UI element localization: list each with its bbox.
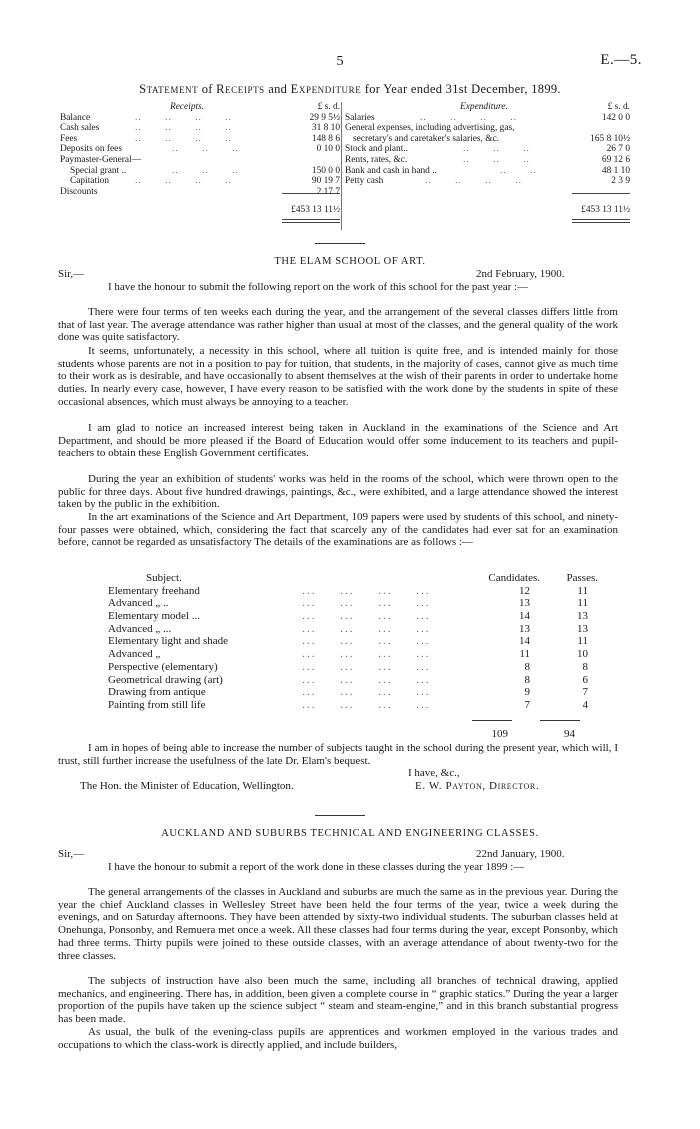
auckland-salutation: Sir,— (58, 848, 85, 860)
exam-header-subject: Subject. (146, 572, 182, 584)
exam-passes: 13 (577, 610, 588, 623)
auckland-paragraph-pupils: As usual, the bulk of the evening-class pupils are apprentices and workmen employed in the various trades and occupations to which the class-work is directly applied, and include builders, (58, 1026, 618, 1051)
expenditure-row (345, 144, 630, 155)
exam-subject: Geometrical drawing (art) (108, 673, 223, 686)
exam-row (108, 686, 628, 699)
expenditure-total-double-rule (572, 219, 630, 223)
elam-paragraph-results: In the art examinations of the Science and Art Department, 109 papers were used by students of this school, and ninety-four passes were obtained, which, considering the fact that scarcely any of the candidates had ever sat for an examination before, cannot be regarded as unsatisfactory The details of the examinations are as follows :— (58, 511, 618, 549)
receipt-row (60, 176, 340, 187)
receipt-amount: 0 10 0 (316, 144, 340, 155)
exam-candidates: 9 (524, 686, 530, 699)
elam-paragraph-exhibition: During the year an exhibition of students' works was held in the rooms of the school, which were thrown open to the public for three days. About five hundred drawings, paintings, &c., were exhibited, and a large attendance showed the interest taken by the public in the exhibition. (58, 473, 618, 511)
candidates-total-rule (472, 720, 512, 721)
leader-dots: .. .. .. .. (135, 123, 232, 134)
receipt-label: Special grant .. (70, 165, 127, 176)
expenditure-total: £453 13 11½ (581, 205, 630, 216)
receipt-label: Cash sales (60, 123, 100, 134)
leader-dots: ... ... ... ... (288, 635, 431, 648)
elam-paragraph-examinations: I am glad to notice an increased interest being taken in Auckland in the examinations of the Science and Art Department, and should be more pleased if the Board of Education would offer some inducement to its teachers and pupil-teachers to obtain these English Government certificates. (58, 422, 618, 460)
exam-passes: 11 (577, 597, 588, 610)
expenditure-row (345, 166, 630, 177)
leader-dots: .. .. .. .. (135, 112, 232, 123)
section-divider (315, 243, 365, 244)
exam-candidates: 8 (524, 660, 530, 673)
receipts-total-double-rule (282, 219, 340, 223)
receipt-row (60, 144, 340, 155)
leader-dots: ... ... ... ... (288, 648, 431, 661)
expenditure-amount: 26 7 0 (606, 144, 630, 155)
expenditure-row (345, 134, 630, 145)
statement-title-suffix: for Year ended 31st December, 1899. (364, 82, 561, 96)
auckland-paragraph-arrangements: The general arrangements of the classes in Auckland and suburbs are much the same as in the previous year. During the year the chief Auckland classes in Wellesley Street have been held the four terms of the year, twice a week during the evenings, and on Saturday afternoons. They have been attended by sixty-two individual students. The suburban classes held at Onehunga, Ponsonby, and Remuera met once a week. All these classes had four terms during the year, except Ponsonby, which had three terms. Thirty pupils were joined to these outside classes, with an average attendance of about twenty-two for the three classes. (58, 886, 618, 962)
exam-passes: 11 (577, 635, 588, 648)
receipts-column (60, 102, 340, 216)
receipt-amount: 29 9 5½ (309, 112, 340, 123)
exam-row (108, 623, 628, 636)
receipt-amount: 150 0 0 (311, 165, 340, 176)
expenditure-amount: 2 3 9 (611, 176, 630, 187)
leader-dots: ... ... ... ... (288, 686, 431, 699)
leader-dots: .. .. .. .. (420, 112, 517, 123)
expenditure-amount: 48 1 10 (601, 165, 630, 176)
section-divider (315, 815, 365, 816)
receipt-row (60, 166, 340, 177)
exam-subject: Painting from still life (108, 698, 206, 711)
expenditure-heading: Expenditure. (460, 102, 508, 112)
total-passes: 94 (564, 728, 575, 740)
expenditure-row (345, 113, 630, 124)
exam-candidates: 7 (524, 698, 530, 711)
leader-dots: .. .. .. .. (425, 176, 522, 187)
page-number: 5 (336, 54, 344, 69)
receipts-total-rule (282, 193, 340, 194)
exam-candidates: 11 (519, 648, 530, 661)
receipt-label: Fees (60, 133, 78, 144)
exam-candidates: 14 (519, 635, 530, 648)
receipt-amount: 2 17 7 (316, 186, 340, 197)
exam-row (108, 674, 628, 687)
auckland-section-title: AUCKLAND AND SUBURBS TECHNICAL AND ENGINEERING CLASSES. (161, 828, 539, 839)
exam-subject: Elementary light and shade (108, 635, 229, 648)
exam-subject: Advanced „ .. (108, 597, 169, 610)
statement-title-and: and (268, 82, 288, 96)
leader-dots: ... ... ... ... (288, 597, 431, 610)
exam-subject: Drawing from antique (108, 686, 206, 699)
exam-row (108, 597, 628, 610)
exam-row (108, 699, 628, 712)
expenditure-currency-heading: £ s. d. (607, 102, 630, 112)
leader-dots: .. .. .. (463, 154, 530, 165)
leader-dots: .. .. .. .. (135, 176, 232, 187)
exam-header-passes: Passes. (566, 572, 598, 584)
exam-row (108, 585, 628, 598)
elam-paragraph-hopes: I am in hopes of being able to increase the number of subjects taught in the school during the present year, which will, I trust, still further increase the usefulness of the late Dr. Elam's bequest. (58, 742, 618, 767)
receipt-label: Balance (60, 112, 91, 123)
exam-subject: Advanced „ ... (108, 622, 172, 635)
statement-title-of: of (201, 82, 213, 96)
exam-subject: Elementary model ... (108, 610, 200, 623)
exam-passes: 13 (577, 622, 588, 635)
expenditure-label: General expenses, including advertising, gas, (345, 123, 515, 134)
leader-dots: ... ... ... ... (288, 660, 431, 673)
elam-signature: E. W. Payton, Director. (415, 780, 540, 792)
exam-row (108, 635, 628, 648)
elam-date: 2nd February, 1900. (476, 268, 565, 280)
receipt-row (60, 134, 340, 145)
examination-results-table (108, 572, 628, 712)
exam-passes: 10 (577, 648, 588, 661)
expenditure-amount: 69 12 6 (601, 154, 630, 165)
expenditure-label: Rents, rates, &c. (345, 154, 408, 165)
exam-candidates: 13 (519, 622, 530, 635)
expenditure-row (345, 176, 630, 187)
expenditure-column (345, 102, 630, 216)
leader-dots: .. .. .. .. (135, 133, 232, 144)
exam-subject: Advanced „ (108, 648, 161, 661)
leader-dots: ... ... ... ... (288, 610, 431, 623)
receipt-amount: 148 8 6 (311, 133, 340, 144)
leader-dots: ... ... ... ... (288, 584, 431, 597)
receipt-label: Discounts (60, 186, 98, 197)
exam-passes: 4 (582, 698, 588, 711)
receipts-heading-row (60, 102, 340, 113)
expenditure-row (345, 123, 630, 134)
exam-passes: 6 (582, 673, 588, 686)
exam-passes: 8 (582, 660, 588, 673)
expenditure-label: Petty cash (345, 176, 384, 187)
statement-title-receipts: Receipts (216, 82, 265, 96)
receipt-amount: 31 8 10 (311, 123, 340, 134)
leader-dots: .. .. .. (463, 144, 530, 155)
auckland-paragraph-subjects: The subjects of instruction have also been much the same, including all branches of technical drawing, applied mechanics, and engineering. There has, in addition, been given a complete course in “ graphic statics.” During the year a larger proportion of the pupils have taken up the science subject “ steam and steam-engine,” and in this branch substantial progress has been made. (58, 975, 618, 1026)
receipt-row (60, 123, 340, 134)
exam-row (108, 648, 628, 661)
statement-title-word: Statement (139, 82, 199, 96)
receipts-currency-heading: £ s. d. (317, 102, 340, 112)
exam-table-header (108, 572, 628, 585)
elam-closing: I have, &c., (408, 767, 460, 779)
elam-paragraph-attendance: It seems, unfortunately, a necessity in this school, where all tuition is quite free, and is intended mainly for those students whose parents are not in a position to pay for tuition, that students, in the majority of cases, cannot give as much time to their work as is desirable, and have occasionally to absent themselves at the wish of their parents in order to undertake home duties. In nearly every case, however, I have every reason to be satisfied with the work done by the students in spite of these occasional absences, which must always be annoying to a teacher. (58, 345, 618, 408)
exam-candidates: 13 (519, 597, 530, 610)
auckland-date: 22nd January, 1900. (476, 848, 565, 860)
leader-dots: ... ... ... ... (288, 622, 431, 635)
expenditure-label: Stock and plant.. (345, 144, 409, 155)
expenditure-label: secretary's and caretaker's salaries, &c. (353, 133, 500, 144)
receipt-row (60, 155, 340, 166)
total-candidates: 109 (491, 728, 508, 740)
leader-dots: .. .. .. (172, 144, 239, 155)
receipt-amount: 90 19 7 (311, 176, 340, 187)
statement-title (0, 82, 700, 97)
expenditure-total-row (345, 205, 630, 216)
exam-candidates: 8 (524, 673, 530, 686)
leader-dots: ... ... ... ... (288, 698, 431, 711)
exam-header-candidates: Candidates. (488, 572, 540, 584)
receipt-label: Paymaster-General— (60, 154, 142, 165)
passes-total-rule (540, 720, 580, 721)
exam-row (108, 661, 628, 674)
leader-dots: .. .. .. (172, 165, 239, 176)
statement-title-expenditure: Expenditure (290, 82, 362, 96)
receipts-total-row (60, 205, 340, 216)
elam-paragraph-intro: I have the honour to submit the following report on the work of this school for the past year :— (108, 281, 529, 293)
expenditure-amount: 142 0 0 (601, 112, 630, 123)
ledger-divider (341, 102, 342, 230)
exam-candidates: 14 (519, 610, 530, 623)
expenditure-row (345, 155, 630, 166)
leader-dots: .. .. (500, 165, 537, 176)
elam-salutation: Sir,— (58, 268, 85, 280)
auckland-paragraph-intro: I have the honour to submit a report of the work done in these classes during the year 1899 :— (108, 861, 525, 873)
document-reference: E.—5. (600, 52, 642, 68)
exam-candidates: 12 (519, 584, 530, 597)
exam-row (108, 610, 628, 623)
receipt-label: Deposits on fees (60, 144, 122, 155)
expenditure-heading-row (345, 102, 630, 113)
receipts-heading: Receipts. (170, 102, 205, 112)
exam-subject: Elementary freehand (108, 584, 200, 597)
expenditure-label: Bank and cash in hand .. (345, 165, 437, 176)
expenditure-total-rule (572, 193, 630, 194)
expenditure-label: Salaries (345, 112, 375, 123)
elam-section-title: THE ELAM SCHOOL OF ART. (274, 256, 426, 267)
receipt-row (60, 113, 340, 124)
receipts-total: £453 13 11½ (291, 205, 340, 216)
leader-dots: ... ... ... ... (288, 673, 431, 686)
exam-subject: Perspective (elementary) (108, 660, 218, 673)
expenditure-amount: 165 8 10½ (590, 133, 630, 144)
exam-passes: 11 (577, 584, 588, 597)
receipt-label: Capitation (70, 176, 110, 187)
elam-addressee: The Hon. the Minister of Education, Wellington. (80, 780, 294, 792)
elam-paragraph-terms: There were four terms of ten weeks each during the year, and the arrangement of the several classes differs little from that of last year. The average attendance was rather higher than usual at most of the classes, and the general quality of the work done was quite satisfactory. (58, 306, 618, 344)
exam-passes: 7 (582, 686, 588, 699)
